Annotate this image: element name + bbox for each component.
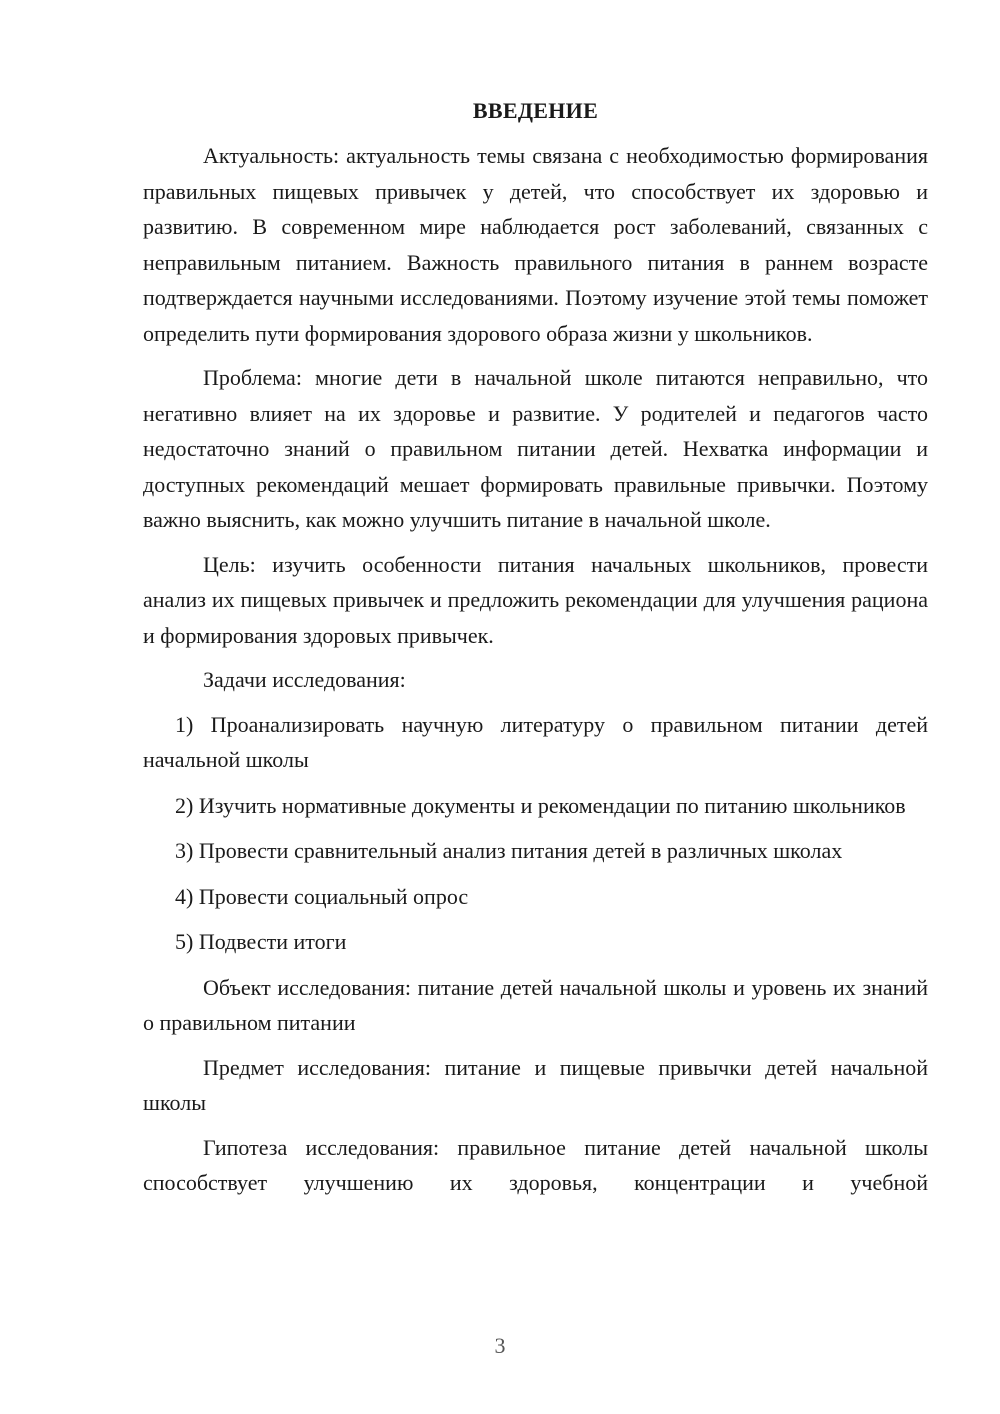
list-item-task-4: 4) Провести социальный опрос (175, 883, 469, 909)
paragraph-hypothesis: Гипотеза исследования: правильное питание детей начальной школы способствует улучшению их здоровья, концентрации и учебной (143, 1134, 928, 1195)
paragraph-goal: Цель: изучить особенности питания начальных школьников, провести анализ их пищевых привычек и предложить рекомендации для улучшения рациона и формирования здоровых привычек. (143, 551, 928, 648)
page-title: ВВЕДЕНИЕ (472, 98, 599, 123)
paragraph-problem: Проблема: многие дети в начальной школе питаются неправильно, что негативно влияет на их здоровье и развитие. У родителей и педагогов часто недостаточно знаний о правильном питании детей. Нехватка информации и доступных рекомендаций мешает формировать правильные привычки. Поэтому важно выяснить, как можно улучшить питание в начальной школе. (143, 365, 928, 532)
list-item-task-5: 5) Подвести итоги (175, 929, 347, 954)
paragraph-subject: Предмет исследования: питание и пищевые привычки детей начальной школы (143, 1054, 928, 1115)
list-item-task-1: 1) Проанализировать научную литературу о правильном питании детей начальной школы (143, 711, 928, 772)
document-page (143, 96, 928, 1210)
paragraph-object: Объект исследования: питание детей начальной школы и уровень их знаний о правильном питании (143, 974, 928, 1035)
paragraph-relevance: Актуальность: актуальность темы связана с необходимостью формирования правильных пищевых привычек у детей, что способствует их здоровью и развитию. В современном мире наблюдается рост заболеваний, связанных с неправильным питанием. Важность правильного питания в раннем возрасте подтверждается научными исследованиями. Поэтому изучение этой темы поможет определить пути формирования здорового образа жизни у школьников. (143, 143, 928, 346)
list-item-task-3: 3) Провести сравнительный анализ питания детей в различных школах (175, 838, 843, 863)
list-item-task-2: 2) Изучить нормативные документы и рекомендации по питанию школьников (175, 792, 906, 818)
page-number: 3 (494, 1333, 506, 1358)
paragraph-tasks-intro: Задачи исследования: (203, 667, 406, 692)
